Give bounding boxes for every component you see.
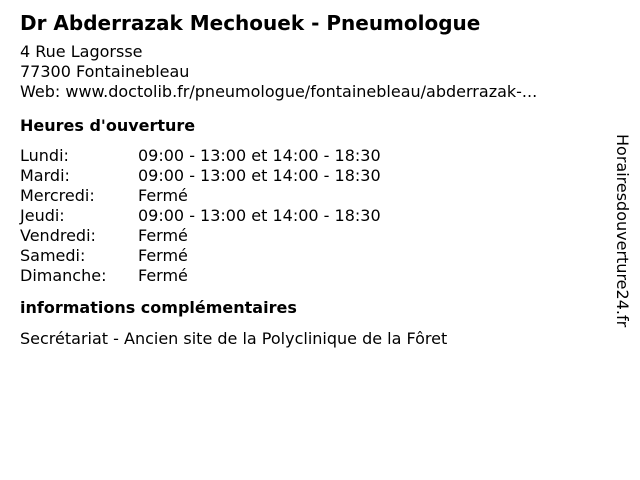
business-card xyxy=(20,10,610,349)
time-value: 09:00 - 13:00 et 14:00 - 18:30 xyxy=(138,146,381,165)
hours-row-vendredi xyxy=(20,226,610,246)
time-value: Fermé xyxy=(138,246,188,265)
time-value: Fermé xyxy=(138,266,188,285)
hours-row-lundi xyxy=(20,146,610,166)
day-label: Vendredi: xyxy=(20,226,96,245)
day-label: Samedi: xyxy=(20,246,86,265)
time-value: 09:00 - 13:00 et 14:00 - 18:30 xyxy=(138,206,381,225)
hours-row-dimanche xyxy=(20,266,610,286)
info-heading: informations complémentaires xyxy=(20,298,297,317)
hours-row-samedi xyxy=(20,246,610,266)
time-value: Fermé xyxy=(138,186,188,205)
day-label: Lundi: xyxy=(20,146,69,165)
time-value: Fermé xyxy=(138,226,188,245)
hours-heading: Heures d'ouverture xyxy=(20,116,196,135)
hours-row-mercredi xyxy=(20,186,610,206)
street-address: 4 Rue Lagorsse xyxy=(20,42,143,61)
day-label: Jeudi: xyxy=(20,206,65,225)
day-label: Dimanche: xyxy=(20,266,107,285)
day-label: Mardi: xyxy=(20,166,70,185)
hours-row-jeudi xyxy=(20,206,610,226)
address-block xyxy=(20,42,610,102)
opening-hours-table xyxy=(20,146,610,286)
city-address: 77300 Fontainebleau xyxy=(20,62,190,81)
page-title: Dr Abderrazak Mechouek - Pneumologue xyxy=(20,11,481,35)
info-text: Secrétariat - Ancien site de la Polyclinique de la Fôret xyxy=(20,329,448,348)
site-watermark: Horairesdouverture24.fr xyxy=(613,134,632,328)
website-line: Web: www.doctolib.fr/pneumologue/fontainebleau/abderrazak-... xyxy=(20,82,538,101)
hours-row-mardi xyxy=(20,166,610,186)
day-label: Mercredi: xyxy=(20,186,95,205)
time-value: 09:00 - 13:00 et 14:00 - 18:30 xyxy=(138,166,381,185)
